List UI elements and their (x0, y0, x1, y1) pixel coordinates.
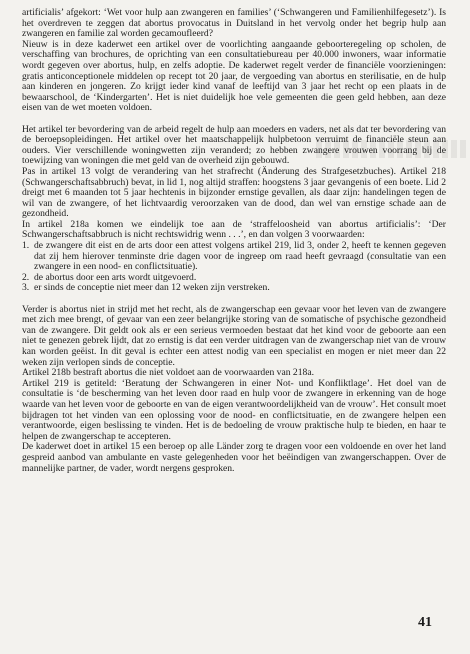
paragraph: Het artikel ter bevordering van de arbeid regelt de hulp aan moeders en vaders, net als dat ter bevordering van de beroepsopleidingen. Het artikel over het maatschappelijk hulpbetoon verruimt de financiële steun aan ouders. Vier verschillende woningwetten zijn veranderd; zo hebben zwangere vrouwen voorrang bij de toewijzing van woningen die met geld van de overheid zijn gebouwd. (22, 123, 446, 167)
paragraph: Nieuw is in deze kaderwet een artikel over de voorlichting aangaande geboorteregeling op scholen, de verschaffing van brochures, de oprichting van een consultatiebureau per 40.000 inwoners, waar informatie wordt gegeven over abortus, hulp, en zelfs adoptie. De kaderwet regelt verder de financiële voorzieningen: gratis anticonceptionele middelen op recept tot 20 jaar, de vergoeding van abortus en sterilisatie, en de hulp aan kinderen en jongeren. Zo krijgt ieder kind vanaf de leeftijd van 3 jaar het recht op een plaats in de bewaarschool, de ‘Kindergarten’. Het is niet duidelijk hoe vele gemeenten die geen geld hebben, aan deze eisen van de wet moeten voldoen. (22, 38, 446, 114)
list-number: 3. (22, 282, 30, 294)
body-text (22, 8, 446, 474)
paragraph: Artikel 219 is getiteld: ‘Beratung der Schwangeren in einer Not- und Konfliktlage’. Het doel van de consultatie is ‘de bescherming van het leven door raad en hulp voor de zwangere in erkenning van de hoge waarde van het leven voor de geboorte en van de eigen verantwoordelijkheid van de vrouw’. Het consult moet bijdragen tot het vinden van een oplossing voor de nood- en conflictsituatie, en de zwangere helpen een verantwoorde, eigen beslissing te vinden. Het is de bedoeling de vrouw praktische hulp te bieden, en haar te helpen de zwangerschap te accepteren. (22, 377, 446, 442)
paragraph: Verder is abortus niet in strijd met het recht, als de zwangerschap een gevaar voor het leven van de zwangere met zich mee brengt, of gevaar van een zeer belangrijke storing van de somatische of psychische gezondheid van de zwangere. Dit geldt ook als er een serieus vermoeden bestaat dat het kind voor de geboorte aan een niet te genezen gebrek lijdt, dat zo ernstig is dat een verder uitdragen van de zwangerschap niet van de vrouw kan worden geëist. In dit geval is echter een attest nodig van een specialist en mogen er niet meer dan 22 weken zijn verlopen sinds de conceptie. (22, 303, 446, 368)
paragraph: Pas in artikel 13 volgt de verandering van het strafrecht (Änderung des Strafgesetzbuches). Artikel 218 (Schwangerschaftsabbruch) bevat, in lid 1, nog altijd straffen: hoogstens 3 jaar gevangenis of een boete. Lid 2 dreigt met 6 maanden tot 5 jaar hechtenis in bijzonder ernstige gevallen, als daar zijn: handelingen tegen de wil van de zwangere, of het lichtvaardig veroorzaken van de dood, dan wel van ernstige schade aan de gezondheid. (22, 165, 446, 220)
list-item (22, 241, 446, 273)
page-number: 41 (418, 615, 432, 630)
list-number: 1. (22, 240, 30, 252)
list-number: 2. (22, 271, 30, 283)
list-text: de abortus door een arts wordt uitgevoerd. (34, 271, 197, 283)
list-item (22, 283, 446, 294)
paragraph-gap (22, 114, 446, 125)
paragraph: De kaderwet doet in artikel 15 een beroep op alle Länder zorg te dragen voor een voldoende en over het land gespreid aanbod van ambulante en vaste gelegenheden voor het beëindigen van zwangerschappen. Over de mannelijke partner, de vader, wordt nergens gesproken. (22, 441, 446, 474)
conditions-list (22, 241, 446, 294)
paragraph: Artikel 218b bestraft abortus die niet voldoet aan de voorwaarden van 218a. (22, 367, 314, 379)
list-text: de zwangere dit eist en de arts door een attest volgens artikel 219, lid 3, onder 2, heeft te kennen gegeven dat zij hem hierover tenminste drie dagen voor de ingreep om raad heeft gevraagd (consultatie van een zwangere in een nood- en conflictsituatie). (34, 240, 446, 273)
paragraph: artificialis’ afgekort: ‘Wet voor hulp aan zwangeren en families’ (‘Schwangeren und Familienhilfegesetz’). Is het overdreven te zeggen dat abortus provocatus in Duitsland in het vervolg onder het begrip hulp aan zwangeren en familie zal worden gecamoufleerd? (22, 7, 446, 40)
paragraph: In artikel 218a komen we eindelijk toe aan de ‘straffeloosheid van abortus artificialis’: ‘Der Schwangerschaftsabbruch is nicht rechtswidrig wenn . . .’, en dan volgen 3 voorwaarden: (22, 218, 446, 241)
list-text: er sinds de conceptie niet meer dan 12 weken zijn verstreken. (34, 282, 270, 294)
